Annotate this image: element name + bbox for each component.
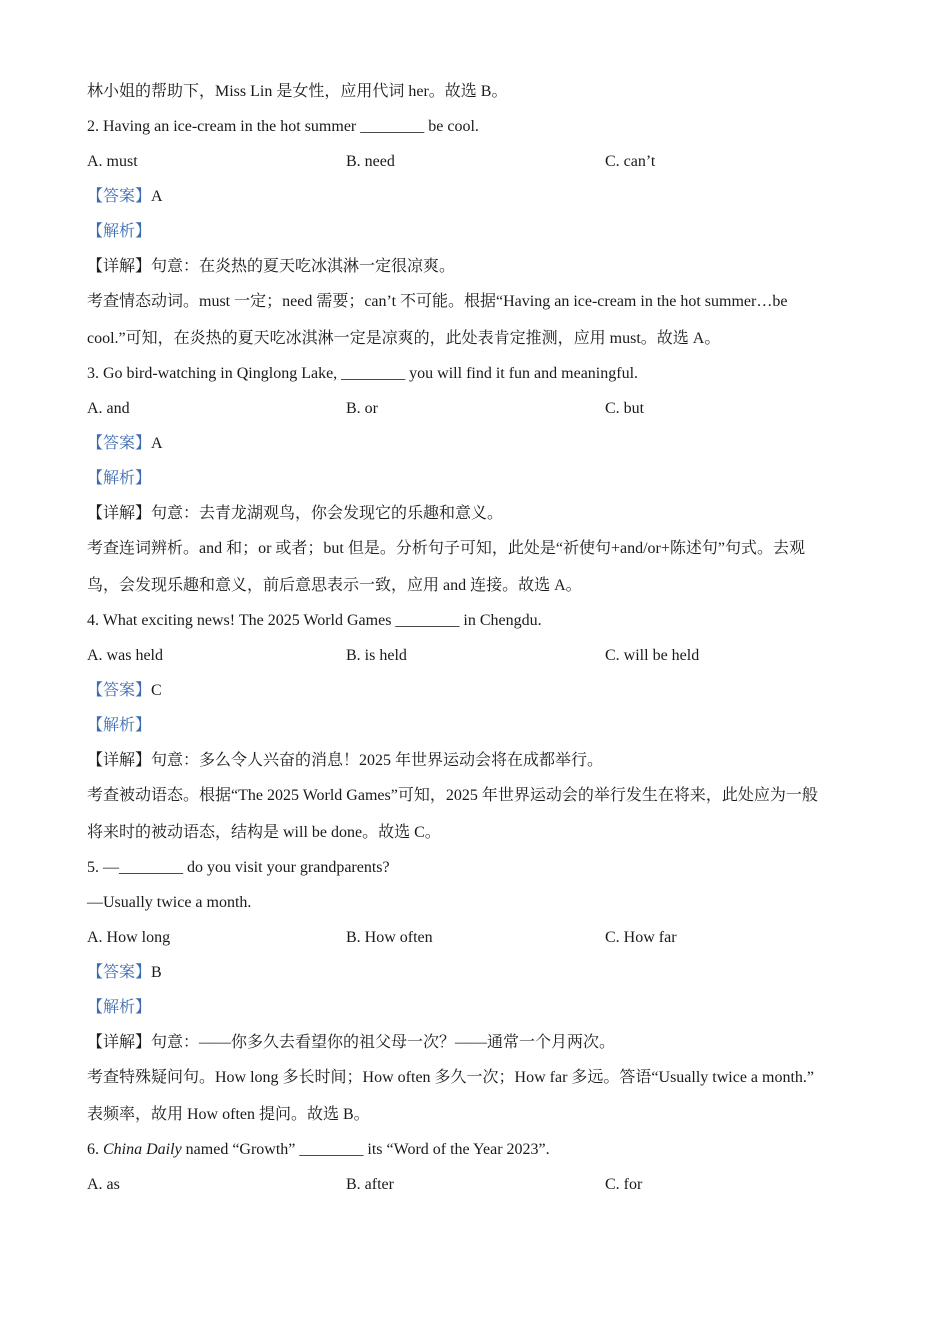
question-5-detail [87, 1029, 867, 1064]
question-2-answer [87, 183, 867, 218]
option-c: C. will be held [605, 647, 700, 664]
option-c: C. How far [605, 929, 677, 946]
question-6-italic-title: China Daily [103, 1141, 182, 1158]
question-4-explanation-2: 将来时的被动语态，结构是 will be done。故选 C。 [87, 824, 441, 841]
question-5-options [87, 924, 867, 959]
detail-text: 句意：多么令人兴奋的消息！2025 年世界运动会将在成都举行。 [151, 752, 604, 769]
analysis-label: 【解析】 [87, 999, 152, 1016]
option-a: A. How long [87, 929, 171, 946]
answer-label: 【答案】 [87, 435, 152, 452]
option-a: A. and [87, 400, 130, 417]
question-5-explanation-2: 表频率，故用 How often 提问。故选 B。 [87, 1106, 370, 1123]
option-b: B. or [346, 400, 378, 417]
question-2-explanation-2: cool.”可知，在炎热的夏天吃冰淇淋一定是凉爽的，此处表肯定推测，应用 must。故选 A。 [87, 330, 721, 347]
detail-text: 句意：去青龙湖观鸟，你会发现它的乐趣和意义。 [151, 505, 504, 522]
document-page [87, 78, 867, 1206]
question-2-options [87, 148, 867, 183]
question-4-options [87, 642, 867, 677]
analysis-label: 【解析】 [87, 717, 152, 734]
question-3-detail [87, 500, 867, 535]
question-3-explanation-1: 考查连词辨析。and 和；or 或者；but 但是。分析句子可知，此处是“祈使句+and/or+陈述句”句式。去观 [87, 540, 806, 557]
option-a: A. must [87, 153, 138, 170]
question-5-answer [87, 959, 867, 994]
question-3-options [87, 395, 867, 430]
answer-label: 【答案】 [87, 964, 152, 981]
question-6-options [87, 1171, 867, 1206]
analysis-label: 【解析】 [87, 470, 152, 487]
question-6-number: 6. [87, 1141, 103, 1158]
question-6-rest: named “Growth” ________ its “Word of the Year 2023”. [181, 1141, 550, 1158]
question-3-stem: 3. Go bird-watching in Qinglong Lake, ________ you will find it fun and meaningful. [87, 365, 639, 382]
intro-line: 林小姐的帮助下，Miss Lin 是女性，应用代词 her。故选 B。 [87, 83, 508, 100]
question-5-reply: —Usually twice a month. [87, 894, 252, 911]
question-5-stem: 5. —________ do you visit your grandparents? [87, 859, 390, 876]
question-6-stem [87, 1136, 867, 1171]
question-4-stem: 4. What exciting news! The 2025 World Games ________ in Chengdu. [87, 612, 542, 629]
question-5-analysis [87, 994, 867, 1029]
detail-label: 【详解】 [87, 258, 152, 275]
option-c: C. but [605, 400, 645, 417]
answer-label: 【答案】 [87, 682, 152, 699]
question-5-explanation-1: 考查特殊疑问句。How long 多长时间；How often 多久一次；How far 多远。答语“Usually twice a month.” [87, 1069, 815, 1086]
option-a: A. was held [87, 647, 163, 664]
answer-value: A [151, 435, 163, 452]
option-b: B. How often [346, 929, 433, 946]
detail-text: 句意：在炎热的夏天吃冰淇淋一定很凉爽。 [151, 258, 456, 275]
option-b: B. is held [346, 647, 407, 664]
answer-label: 【答案】 [87, 188, 152, 205]
option-b: B. need [346, 153, 395, 170]
answer-value: A [151, 188, 163, 205]
question-4-answer [87, 677, 867, 712]
option-b: B. after [346, 1176, 394, 1193]
detail-label: 【详解】 [87, 752, 152, 769]
answer-value: B [151, 964, 162, 981]
option-a: A. as [87, 1176, 120, 1193]
option-c: C. for [605, 1176, 643, 1193]
detail-label: 【详解】 [87, 505, 152, 522]
detail-label: 【详解】 [87, 1034, 152, 1051]
question-3-explanation-2: 鸟，会发现乐趣和意义，前后意思表示一致，应用 and 连接。故选 A。 [87, 577, 582, 594]
question-2-detail [87, 253, 867, 288]
answer-value: C [151, 682, 162, 699]
question-4-explanation-1: 考查被动语态。根据“The 2025 World Games”可知，2025 年世界运动会的举行发生在将来，此处应为一般 [87, 787, 818, 804]
analysis-label: 【解析】 [87, 223, 152, 240]
detail-text: 句意：——你多久去看望你的祖父母一次？——通常一个月两次。 [151, 1034, 616, 1051]
question-4-analysis [87, 712, 867, 747]
option-c: C. can’t [605, 153, 656, 170]
question-4-detail [87, 747, 867, 782]
question-3-analysis [87, 465, 867, 500]
question-2-stem: 2. Having an ice-cream in the hot summer ________ be cool. [87, 118, 479, 135]
question-2-explanation-1: 考查情态动词。must 一定；need 需要；can’t 不可能。根据“Having an ice-cream in the hot summer…be [87, 293, 788, 310]
question-2-analysis [87, 218, 867, 253]
question-3-answer [87, 430, 867, 465]
